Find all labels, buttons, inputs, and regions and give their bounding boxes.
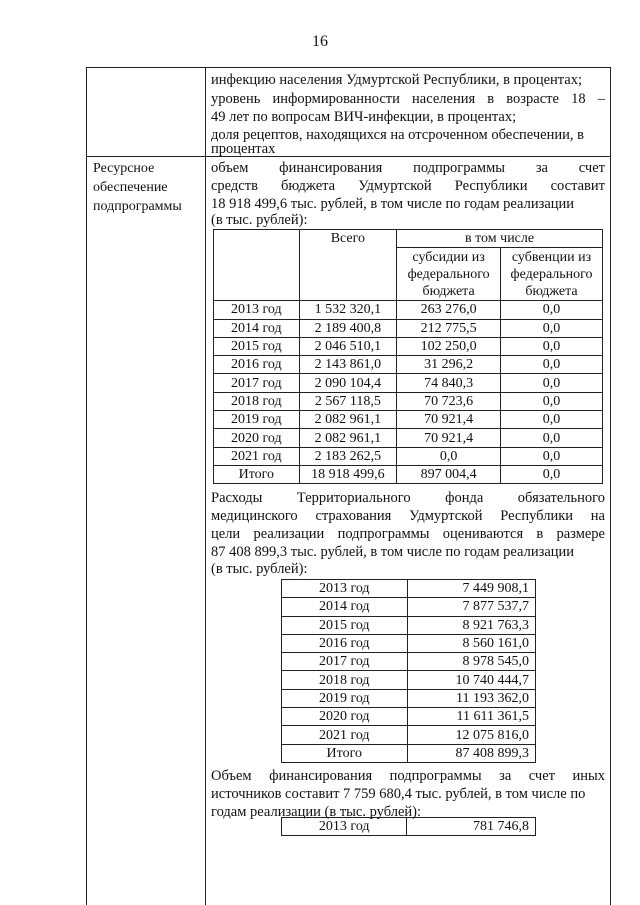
subvention-cell: 0,0 [501,411,603,429]
year-cell: 2013 год [282,818,407,836]
paragraph-line: (в тыс. рублей): [211,561,308,577]
section-label-line: обеспечение [93,180,168,195]
subsidy-cell: 0,0 [397,447,501,465]
table-row [214,447,603,465]
subsidy-cell: 897 004,4 [397,465,501,483]
year-cell: 2016 год [282,634,408,652]
section-label-line: подпрограммы [93,199,182,214]
subvention-cell: 0,0 [501,374,603,392]
header-subsidy-line: бюджета [422,283,475,299]
table-row [214,337,603,355]
year-cell: 2014 год [282,598,408,616]
paragraph-line: (в тыс. рублей): [211,212,308,228]
table-row [282,726,536,744]
top-text-line: доля рецептов, находящихся на отсроченном обеспечении, в [211,127,584,143]
other-sources-table [281,817,536,836]
subvention-cell: 0,0 [501,301,603,319]
header-subsidy [397,248,501,301]
header-including: в том числе [397,230,603,248]
header-subvention [501,248,603,301]
table-row [282,818,536,836]
top-text-line: 49 лет по вопросам ВИЧ-инфекции, в процентах; [211,109,517,125]
table-row [282,671,536,689]
year-cell: 2019 год [282,689,408,707]
top-text-line: уровень информированности населения в возрасте 18 – [211,91,605,107]
year-cell: 2021 год [282,726,408,744]
table-header-row [214,230,603,248]
section-label-line: Ресурсное [93,161,155,176]
subsidy-cell: 31 296,2 [397,356,501,374]
column-divider [205,67,206,905]
header-year [214,230,300,301]
year-cell: 2016 год [214,356,300,374]
subvention-cell: 0,0 [501,337,603,355]
total-cell: 18 918 499,6 [299,465,397,483]
value-cell: 8 560 161,0 [407,634,535,652]
header-subvention-line: федерального [510,266,593,282]
top-text-line: процентах [211,141,276,157]
year-cell: 2020 год [282,708,408,726]
paragraph-line: годам реализации (в тыс. рублей): [211,804,422,820]
budget-table [213,229,603,484]
year-cell: 2013 год [214,301,300,319]
year-cell: 2019 год [214,411,300,429]
subvention-cell: 0,0 [501,356,603,374]
subsidy-cell: 70 921,4 [397,429,501,447]
total-cell: 2 183 262,5 [299,447,397,465]
total-cell: 2 567 118,5 [299,392,397,410]
table-row [282,744,536,762]
year-cell: 2020 год [214,429,300,447]
table-row [214,301,603,319]
subsidy-cell: 263 276,0 [397,301,501,319]
value-cell: 7 877 537,7 [407,598,535,616]
subvention-cell: 0,0 [501,465,603,483]
table-row [282,634,536,652]
paragraph-line: цели реализации подпрограммы оцениваются в размере [211,526,605,542]
total-cell: 2 046 510,1 [299,337,397,355]
value-cell: 11 611 361,5 [407,708,535,726]
year-cell: 2015 год [214,337,300,355]
top-text-line: инфекцию населения Удмуртской Республики, в процентах; [211,72,582,88]
total-cell: 2 082 961,1 [299,429,397,447]
value-cell: 781 746,8 [407,818,536,836]
value-cell: 12 075 816,0 [407,726,535,744]
total-cell: 2 143 861,0 [299,356,397,374]
total-cell: 1 532 320,1 [299,301,397,319]
subsidy-cell: 70 723,6 [397,392,501,410]
paragraph-line: источников составит 7 759 680,4 тыс. рублей, в том числе по [211,786,586,802]
subvention-cell: 0,0 [501,447,603,465]
value-cell: 8 978 545,0 [407,653,535,671]
table-row [282,653,536,671]
value-cell: 8 921 763,3 [407,616,535,634]
page-number: 16 [312,33,328,50]
total-cell: 2 189 400,8 [299,319,397,337]
paragraph-line: средств бюджета Удмуртской Республики составит [211,178,605,194]
subvention-cell: 0,0 [501,319,603,337]
year-cell: 2017 год [282,653,408,671]
table-row [282,598,536,616]
value-cell: 10 740 444,7 [407,671,535,689]
table-row [214,319,603,337]
table-row [214,392,603,410]
total-cell: 2 090 104,4 [299,374,397,392]
insurance-table [281,579,536,763]
table-row [214,356,603,374]
subvention-cell: 0,0 [501,392,603,410]
year-cell: 2018 год [214,392,300,410]
table-row [214,374,603,392]
year-cell: 2013 год [282,580,408,598]
table-row [282,580,536,598]
year-cell: Итого [282,744,408,762]
table-row [282,689,536,707]
paragraph-line: Объем финансирования подпрограммы за счет иных [211,768,605,784]
header-subvention-line: бюджета [525,283,578,299]
subsidy-cell: 102 250,0 [397,337,501,355]
header-subsidy-line: субсидии из [412,249,485,265]
table-row [214,411,603,429]
paragraph-line: 18 918 499,6 тыс. рублей, в том числе по годам реализации [211,196,575,212]
header-total: Всего [299,230,397,301]
year-cell: 2018 год [282,671,408,689]
year-cell: Итого [214,465,300,483]
table-row [214,429,603,447]
subvention-cell: 0,0 [501,429,603,447]
table-row [282,616,536,634]
paragraph-line: медицинского страхования Удмуртской Республики на [211,508,605,524]
value-cell: 11 193 362,0 [407,689,535,707]
paragraph-line: 87 408 899,3 тыс. рублей, в том числе по годам реализации [211,544,575,560]
year-cell: 2014 год [214,319,300,337]
subsidy-cell: 212 775,5 [397,319,501,337]
header-subsidy-line: федерального [407,266,490,282]
subsidy-cell: 70 921,4 [397,411,501,429]
year-cell: 2017 год [214,374,300,392]
subsidy-cell: 74 840,3 [397,374,501,392]
table-row [282,708,536,726]
paragraph-line: Расходы Территориального фонда обязательного [211,490,605,506]
section-label [93,159,182,216]
year-cell: 2021 год [214,447,300,465]
total-cell: 2 082 961,1 [299,411,397,429]
value-cell: 87 408 899,3 [407,744,535,762]
value-cell: 7 449 908,1 [407,580,535,598]
paragraph-line: объем финансирования подпрограммы за счет [211,160,605,176]
year-cell: 2015 год [282,616,408,634]
table-row [214,465,603,483]
header-subvention-line: субвенции из [511,249,592,265]
